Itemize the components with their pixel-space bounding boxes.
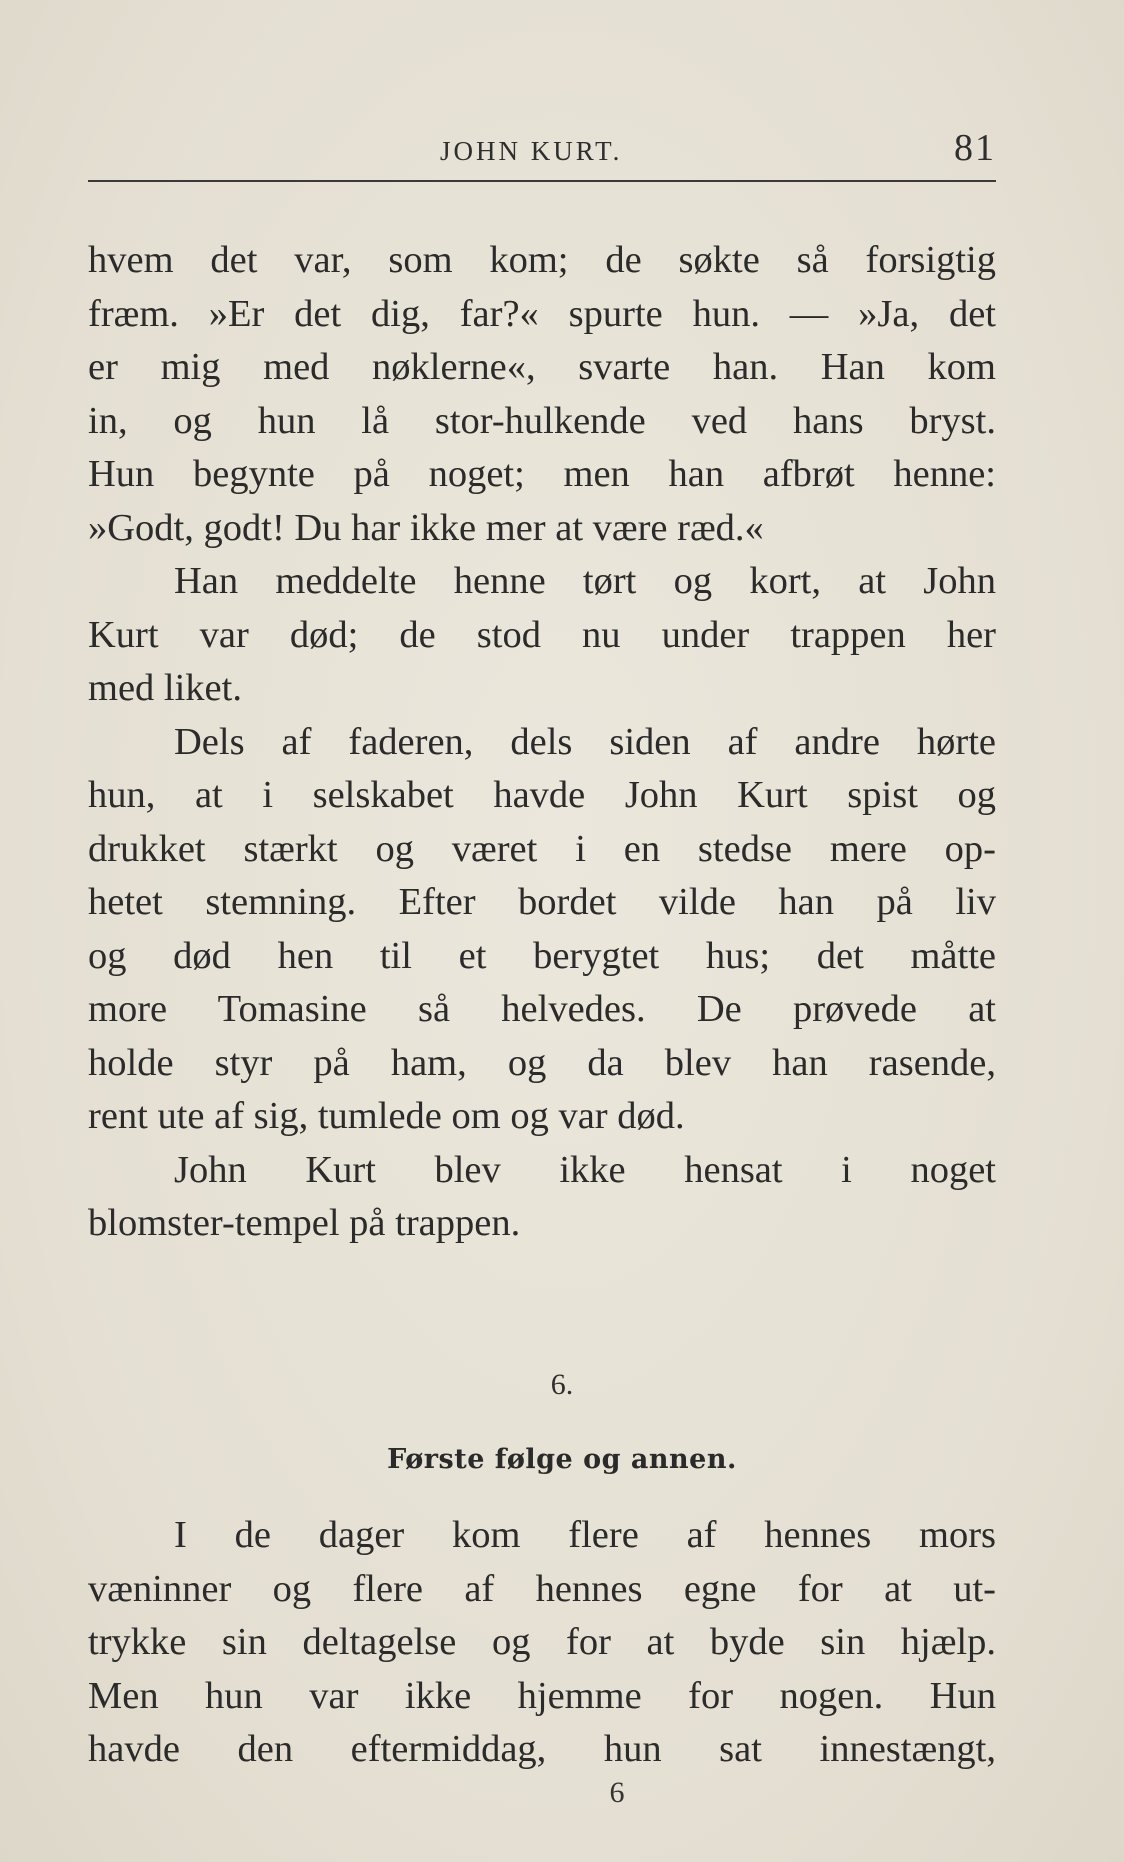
text-line: og død hen til et berygtet hus; det måtte xyxy=(88,934,996,977)
section-number: 6. xyxy=(550,1368,574,1401)
text-line: rent ute af sig, tumlede om og var død. xyxy=(88,1095,685,1137)
page-header xyxy=(88,118,996,180)
text-line: er mig med nøklerne«, svarte han. Han kom xyxy=(88,346,996,388)
text-line: hun, at i selskabet havde John Kurt spist og xyxy=(88,774,996,816)
text-line: med liket. xyxy=(88,667,242,709)
text-block-1 xyxy=(88,234,996,1251)
text-line: Men hun var ikke hjemme for nogen. Hun xyxy=(88,1674,996,1717)
header-rule xyxy=(88,180,996,182)
text-line: blomster-tempel på trappen. xyxy=(88,1202,521,1244)
text-line: drukket stærkt og været i en stedse mere op- xyxy=(88,827,996,870)
text-line: Dels af faderen, dels siden af andre hørte xyxy=(174,720,996,763)
text-block-2 xyxy=(88,1509,996,1777)
signature-mark: 6 xyxy=(609,1776,625,1809)
text-line: fræm. »Er det dig, far?« spurte hun. — »Ja, det xyxy=(88,292,996,335)
text-line: »Godt, godt! Du har ikke mer at være ræd.« xyxy=(88,506,764,549)
text-line: more Tomasine så helvedes. De prøvede at xyxy=(88,988,996,1030)
text-line: trykke sin deltagelse og for at byde sin hjælp. xyxy=(88,1621,996,1663)
text-line: Hun begynte på noget; men han afbrøt henne: xyxy=(88,453,996,495)
text-line: Han meddelte henne tørt og kort, at John xyxy=(174,560,996,602)
text-line: I de dager kom flere af hennes mors xyxy=(174,1514,996,1556)
text-line: hetet stemning. Efter bordet vilde han på liv xyxy=(88,881,996,923)
text-line: John Kurt blev ikke hensat i noget xyxy=(174,1148,996,1191)
text-line: in, og hun lå stor-hulkende ved hans bryst. xyxy=(88,399,996,442)
running-head: JOHN KURT. xyxy=(440,136,623,166)
text-line: væninner og flere af hennes egne for at ut- xyxy=(88,1567,996,1610)
text-line: havde den eftermiddag, hun sat innestængt, xyxy=(88,1728,996,1770)
section-title: Første følge og annen. xyxy=(387,1444,737,1475)
text-line: Kurt var død; de stod nu under trappen her xyxy=(88,613,996,656)
text-line: hvem det var, som kom; de søkte så forsigtig xyxy=(88,239,996,281)
page-number: 81 xyxy=(954,127,996,169)
text-line: holde styr på ham, og da blev han rasende, xyxy=(88,1041,996,1084)
